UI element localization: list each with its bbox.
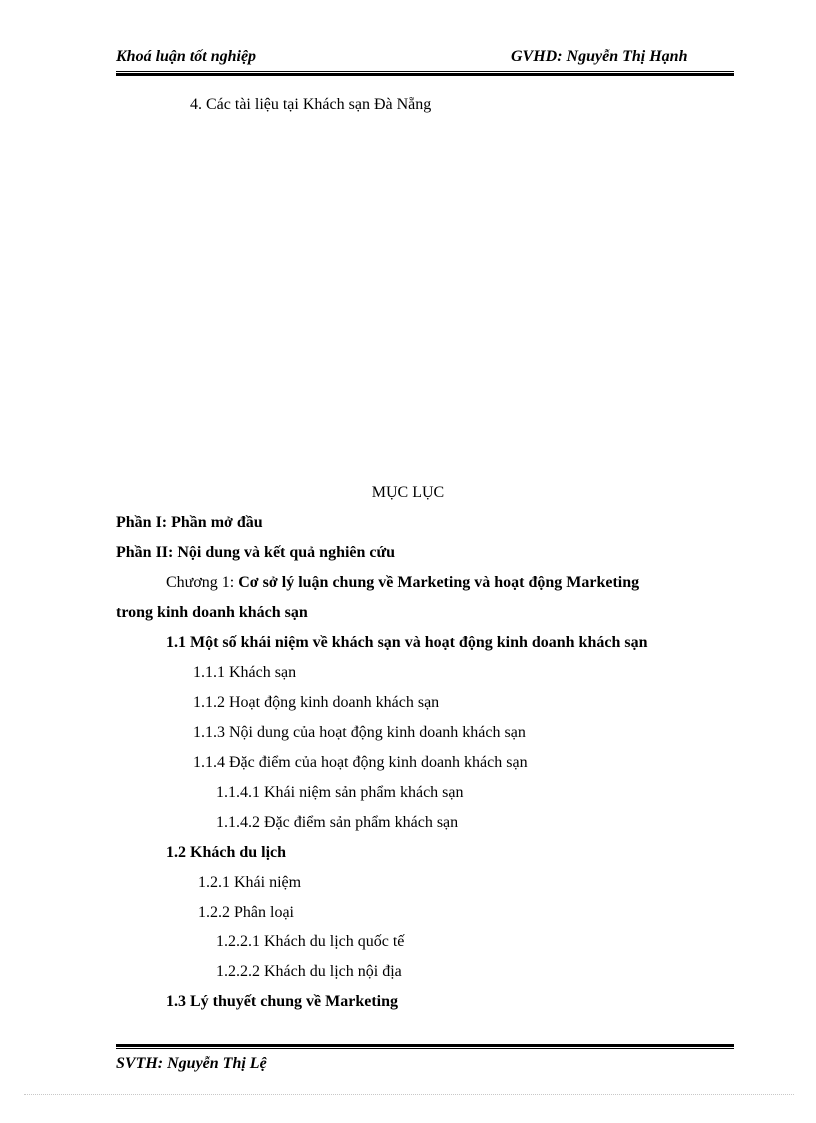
toc-part2: Phần II: Nội dung và kết quả nghiên cứu — [116, 544, 396, 561]
footer-rule — [116, 1044, 734, 1049]
header-right: GVHD: Nguyễn Thị Hạnh — [511, 48, 688, 65]
footer-text: SVTH: Nguyễn Thị Lệ — [116, 1055, 267, 1072]
reference-item: 4. Các tài liệu tại Khách sạn Đà Nẵng — [190, 96, 432, 113]
toc-part1: Phần I: Phần mở đầu — [116, 514, 263, 531]
toc-section-1-1-3: 1.1.3 Nội dung của hoạt động kinh doanh khách sạn — [193, 724, 526, 741]
toc-chapter1 — [166, 574, 639, 592]
toc-section-1-3: 1.3 Lý thuyết chung về Marketing — [166, 993, 398, 1010]
toc-chapter1-prefix: Chương 1: — [166, 574, 239, 591]
page-bottom-divider — [24, 1094, 794, 1095]
toc-section-1-2-2-1: 1.2.2.1 Khách du lịch quốc tế — [216, 933, 405, 950]
toc-chapter1-title: Cơ sở lý luận chung về Marketing và hoạt động Marketing — [238, 574, 640, 591]
toc-section-1-1-2: 1.1.2 Hoạt động kinh doanh khách sạn — [193, 694, 440, 711]
toc-section-1-1-4-2: 1.1.4.2 Đặc điểm sản phẩm khách sạn — [216, 814, 459, 831]
toc-section-1-2-2: 1.2.2 Phân loại — [198, 904, 294, 921]
toc-section-1-1-4-1: 1.1.4.1 Khái niệm sản phẩm khách sạn — [216, 784, 464, 801]
toc-section-1-2-2-2: 1.2.2.2 Khách du lịch nội địa — [216, 963, 402, 980]
toc-chapter1-cont: trong kinh doanh khách sạn — [116, 604, 308, 621]
toc-section-1-1: 1.1 Một số khái niệm về khách sạn và hoạt động kinh doanh khách sạn — [166, 634, 648, 651]
toc-section-1-2: 1.2 Khách du lịch — [166, 844, 287, 861]
toc-section-1-1-4: 1.1.4 Đặc điểm của hoạt động kinh doanh khách sạn — [193, 754, 528, 771]
toc-section-1-2-1: 1.2.1 Khái niệm — [198, 874, 302, 891]
toc-title: MỤC LỤC — [371, 484, 445, 501]
toc-section-1-1-1: 1.1.1 Khách sạn — [193, 664, 297, 681]
header-left: Khoá luận tốt nghiệp — [116, 48, 257, 65]
header-rule — [116, 71, 734, 76]
